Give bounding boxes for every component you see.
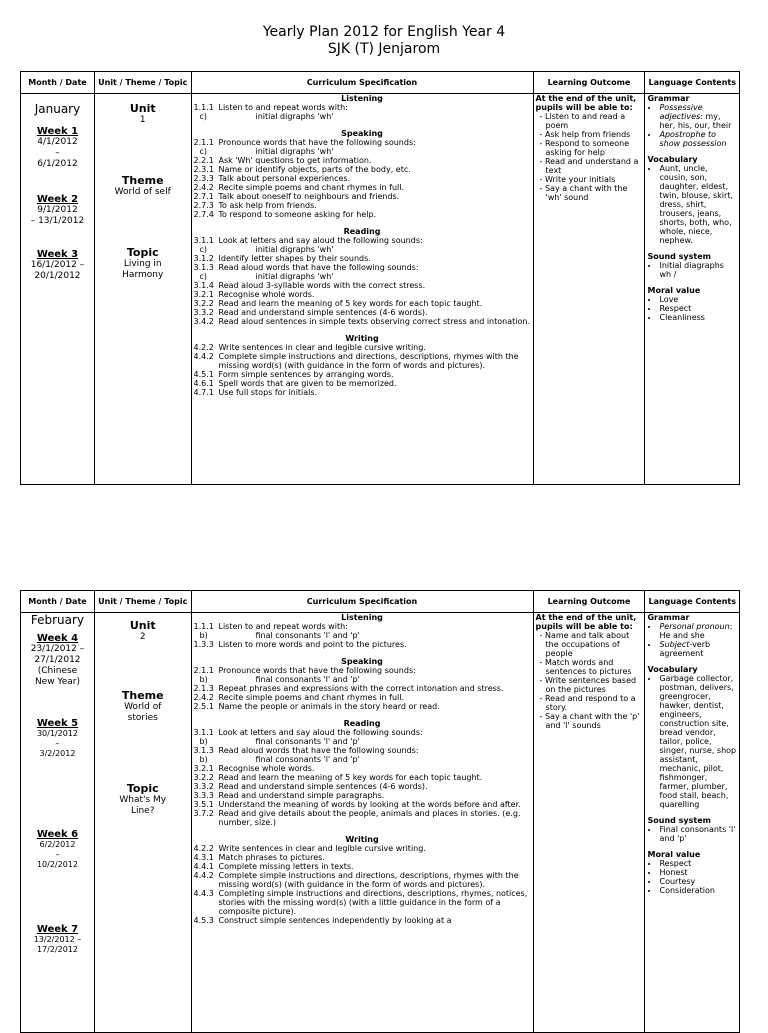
spec-subline <box>194 245 531 254</box>
spec-line <box>194 746 531 755</box>
spec-code: 3.2.1 <box>193 764 214 773</box>
spec-line <box>194 290 531 299</box>
sound-system-list <box>647 261 737 279</box>
column-header: Language Contents <box>645 72 740 94</box>
spec-code: 2.7.3 <box>193 201 214 210</box>
unit-label: Unit <box>129 619 156 632</box>
spec-line <box>194 156 531 165</box>
week-label: Week 7 <box>36 924 79 935</box>
column-header: Month / Date <box>21 72 95 94</box>
month-name: January <box>34 102 81 116</box>
vocabulary-item: • Aunt, uncle, cousin, son, daughter, eldest, twin, blouse, skirt, dress, shirt, trousers, jeans, shorts, both, who, whole, niece, nephew. <box>659 164 737 245</box>
gap <box>647 245 737 252</box>
week-block <box>23 718 92 759</box>
topic-label: Topic <box>126 246 159 259</box>
spec-code: 3.3.3 <box>193 791 214 800</box>
spec-text: Pronounce words that have the following sounds: <box>218 666 416 675</box>
outcome-item: - Read and understand a text <box>539 157 639 175</box>
spec-code: 3.1.3 <box>193 263 214 272</box>
sound-system-heading: Sound system <box>647 816 711 825</box>
spec-text: Read aloud sentences in simple texts observing correct stress and intonation. <box>218 317 530 326</box>
spec-text: To ask help from friends. <box>218 201 317 210</box>
gap <box>647 148 737 155</box>
unit-theme-topic-cell <box>94 613 191 1033</box>
spec-code: 4.6.1 <box>193 379 214 388</box>
section-gap <box>194 711 531 719</box>
grammar-detail: : He and she <box>659 622 733 640</box>
spec-code: 4.3.1 <box>193 853 214 862</box>
week-dates: 23/1/2012 – 27/1/2012 (Chinese New Year) <box>30 644 85 687</box>
week-dates: 4/1/2012 – 6/1/2012 <box>37 137 78 169</box>
grammar-list <box>647 622 737 658</box>
spec-text: initial digraphs 'wh' <box>255 147 334 156</box>
skill-heading: Listening <box>341 94 383 103</box>
spec-text: Recognise whole words. <box>218 290 315 299</box>
vocabulary-heading: Vocabulary <box>647 665 698 674</box>
outcome-item: - Listen to and read a poem <box>539 112 626 130</box>
spec-line <box>194 889 531 916</box>
spec-code: 3.2.1 <box>193 290 214 299</box>
unit-1-table <box>20 71 740 485</box>
spec-subline <box>194 631 531 640</box>
spec-line <box>194 174 531 183</box>
spec-text: Pronounce words that have the following sounds: <box>218 138 416 147</box>
spec-line <box>194 693 531 702</box>
column-header: Month / Date <box>21 591 95 613</box>
spec-code: 4.4.2 <box>193 352 214 361</box>
vocabulary-list <box>647 674 737 809</box>
month-date-cell <box>21 613 95 1033</box>
spec-sub-letter: c) <box>199 245 208 254</box>
skill-heading: Writing <box>345 334 379 343</box>
week-dates: 16/1/2012 – 20/1/2012 <box>30 260 85 281</box>
week-block <box>23 633 92 688</box>
moral-value-item: • Love <box>659 295 737 304</box>
spec-line <box>194 379 531 388</box>
spec-sub-letter: b) <box>199 631 208 640</box>
spec-subline <box>194 112 531 121</box>
spec-sub-letter: c) <box>199 147 208 156</box>
column-header: Unit / Theme / Topic <box>94 72 191 94</box>
outcome-lead: At the end of the unit, pupils will be able to: <box>535 613 637 631</box>
week-block <box>23 829 92 870</box>
spec-line <box>194 640 531 649</box>
spec-line <box>194 138 531 147</box>
spec-text: Complete simple instructions and directions, descriptions, rhymes with the missing word(s) (with guidance in the form of words and pictures). <box>218 352 519 370</box>
spec-text: Form simple sentences by arranging words. <box>218 370 394 379</box>
skill-heading: Reading <box>343 227 381 236</box>
spec-code: 2.3.1 <box>193 165 214 174</box>
spec-line <box>194 165 531 174</box>
spec-text: Read aloud 3-syllable words with the correct stress. <box>218 281 426 290</box>
moral-value-heading: Moral value <box>647 850 701 859</box>
moral-value-heading: Moral value <box>647 286 701 295</box>
moral-value-item: • Consideration <box>659 886 737 895</box>
gap <box>647 658 737 665</box>
grammar-term: Possessive adjectives: <box>659 103 703 121</box>
week-block <box>23 126 92 170</box>
spec-line <box>194 263 531 272</box>
column-header: Unit / Theme / Topic <box>94 591 191 613</box>
spec-code: 2.5.1 <box>193 702 214 711</box>
grammar-term: Personal pronoun <box>659 622 730 631</box>
language-contents-cell <box>645 613 740 1033</box>
spec-code: 3.3.2 <box>193 782 214 791</box>
spec-text: Use full stops for initials. <box>218 388 318 397</box>
spec-line <box>194 236 531 245</box>
outcome-item: - Ask help from friends <box>539 130 631 139</box>
spec-line <box>194 622 531 631</box>
section-gap <box>194 219 531 227</box>
spec-text: Repeat phrases and expressions with the correct intonation and stress. <box>218 684 504 693</box>
sound-system-list <box>647 825 737 843</box>
spec-text: Read aloud words that have the following sounds: <box>218 263 419 272</box>
moral-value-list <box>647 859 737 895</box>
spec-code: 3.1.1 <box>193 728 214 737</box>
spec-code: 1.3.3 <box>193 640 214 649</box>
spec-line <box>194 800 531 809</box>
spec-line <box>194 809 531 827</box>
curriculum-cell <box>191 94 533 485</box>
spec-line <box>194 871 531 889</box>
spec-code: 3.3.2 <box>193 308 214 317</box>
spec-text: Read and understand simple sentences (4-6 words). <box>218 308 428 317</box>
spec-text: Write sentences in clear and legible cursive writing. <box>218 343 426 352</box>
spec-line <box>194 299 531 308</box>
grammar-detail: my, her, his, our, their <box>659 112 732 130</box>
column-header: Curriculum Specification <box>191 591 533 613</box>
spec-subline <box>194 272 531 281</box>
spec-code: 4.5.1 <box>193 370 214 379</box>
spec-text: Ask 'Wh' questions to get information. <box>218 156 372 165</box>
spec-code: 4.4.3 <box>193 889 214 898</box>
spec-line <box>194 103 531 112</box>
spec-code: 3.1.4 <box>193 281 214 290</box>
theme-name: World of stories <box>124 702 162 723</box>
spec-text: final consonants 'l' and 'p' <box>255 737 360 746</box>
spec-text: Name the people or animals in the story heard or read. <box>218 702 440 711</box>
spec-text: Completing simple instructions and directions, descriptions, rhymes, notices, stories with the missing word(s) (with a little guidance in the form of a composite picture). <box>218 889 528 916</box>
theme-label: Theme <box>121 689 164 702</box>
week-label: Week 3 <box>36 249 79 260</box>
spec-text: Read and give details about the people, animals and places in stories. (e.g. number, size.) <box>218 809 521 827</box>
spec-text: final consonants 'l' and 'p' <box>255 675 360 684</box>
spec-code: 4.2.2 <box>193 343 214 352</box>
spec-sub-letter: b) <box>199 737 208 746</box>
skill-heading: Writing <box>345 835 379 844</box>
page-title <box>0 24 768 58</box>
week-dates: 30/1/2012 – 3/2/2012 <box>36 729 78 758</box>
spec-text: Complete missing letters in texts. <box>218 862 354 871</box>
spec-line <box>194 343 531 352</box>
spec-line <box>194 791 531 800</box>
spec-text: Spell words that are given to be memorized. <box>218 379 397 388</box>
outcome-lead: At the end of the unit, pupils will be able to: <box>535 94 637 112</box>
spec-line <box>194 388 531 397</box>
week-dates: 13/2/2012 – 17/2/2012 <box>33 935 82 954</box>
plan-row <box>21 94 740 485</box>
week-label: Week 6 <box>36 829 79 840</box>
spec-sub-letter: b) <box>199 755 208 764</box>
spec-line <box>194 192 531 201</box>
spec-code: 2.1.1 <box>193 666 214 675</box>
spec-text: Look at letters and say aloud the following sounds: <box>218 236 423 245</box>
grammar-heading: Grammar <box>647 94 690 103</box>
vocabulary-item: • Garbage collector, postman, delivers, greengrocer, hawker, dentist, engineers, construction site, bread vendor, tailor, police, singer, nurse, shop assistant, mechanic, pilot, fishmonger, farmer, plumber, food stall, beach, quarelling <box>659 674 737 809</box>
header-row <box>21 72 740 94</box>
column-header: Curriculum Specification <box>191 72 533 94</box>
spec-code: 1.1.1 <box>193 622 214 631</box>
curriculum-cell <box>191 613 533 1033</box>
unit-number: 2 <box>139 632 146 642</box>
spec-text: initial digraphs 'wh' <box>255 272 334 281</box>
column-header: Learning Outcome <box>533 72 645 94</box>
spec-text: Construct simple sentences independently by looking at a <box>218 916 452 925</box>
spec-code: 2.7.1 <box>193 192 214 201</box>
spec-code: 4.5.3 <box>193 916 214 925</box>
week-dates: 9/1/2012 – 13/1/2012 <box>30 205 85 226</box>
spec-text: Read aloud words that have the following sounds: <box>218 746 419 755</box>
topic-label: Topic <box>126 782 159 795</box>
vocabulary-heading: Vocabulary <box>647 155 698 164</box>
spec-text: Match phrases to pictures. <box>218 853 325 862</box>
sound-system-heading: Sound system <box>647 252 711 261</box>
spec-line <box>194 773 531 782</box>
learning-outcome-cell <box>533 613 645 1033</box>
spec-code: 2.4.2 <box>193 693 214 702</box>
month-name: February <box>30 613 85 627</box>
gap <box>647 809 737 816</box>
spec-code: 3.7.2 <box>193 809 214 818</box>
sound-system-item: • Final consonants 'l' and 'p' <box>659 825 737 843</box>
spec-subline <box>194 755 531 764</box>
skill-heading: Listening <box>341 613 383 622</box>
week-block <box>23 924 92 955</box>
spec-sub-letter: c) <box>199 272 208 281</box>
spec-code: 4.2.2 <box>193 844 214 853</box>
spec-text: Look at letters and say aloud the following sounds: <box>218 728 423 737</box>
grammar-detail: -verb agreement <box>659 640 711 658</box>
spec-text: Talk about oneself to neighbours and friends. <box>218 192 400 201</box>
spec-code: 3.4.2 <box>193 317 214 326</box>
spec-text: Recognise whole words. <box>218 764 315 773</box>
spec-text: Write sentences in clear and legible cursive writing. <box>218 844 426 853</box>
spec-code: 2.1.3 <box>193 684 214 693</box>
week-block <box>23 249 92 282</box>
spec-text: Listen to more words and point to the pictures. <box>218 640 407 649</box>
spec-text: Name or identify objects, parts of the body, etc. <box>218 165 411 174</box>
plan-row <box>21 613 740 1033</box>
spec-text: Read and understand simple paragraphs. <box>218 791 385 800</box>
moral-value-item: • Respect <box>659 304 737 313</box>
outcome-item: - Write your initials <box>539 175 616 184</box>
gap <box>647 279 737 286</box>
week-label: Week 1 <box>36 126 79 137</box>
spec-line <box>194 254 531 263</box>
spec-line <box>194 352 531 370</box>
sound-system-item: • Initial diagraphs wh / <box>659 261 737 279</box>
spec-text: Listen to and repeat words with: <box>218 103 348 112</box>
section-gap <box>194 121 531 129</box>
spec-subline <box>194 737 531 746</box>
week-block <box>23 194 92 227</box>
column-header: Language Contents <box>645 591 740 613</box>
spec-line <box>194 317 531 326</box>
spec-line <box>194 201 531 210</box>
spec-code: 4.4.2 <box>193 871 214 880</box>
spec-text: initial digraphs 'wh' <box>255 245 334 254</box>
topic-name: Living in Harmony <box>122 259 164 280</box>
spec-text: Complete simple instructions and directions, descriptions, rhymes with the missing word(s) (with guidance in the form of words and pictures). <box>218 871 519 889</box>
spec-text: Read and understand simple sentences (4-6 words). <box>218 782 428 791</box>
spec-line <box>194 684 531 693</box>
moral-value-item: • Respect <box>659 859 737 868</box>
spec-line <box>194 370 531 379</box>
moral-value-item: • Honest <box>659 868 737 877</box>
moral-value-item: • Cleanliness <box>659 313 737 322</box>
gap <box>647 843 737 850</box>
spec-line <box>194 844 531 853</box>
spec-code: 2.1.1 <box>193 138 214 147</box>
spec-text: Identify letter shapes by their sounds. <box>218 254 371 263</box>
spec-line <box>194 853 531 862</box>
spec-text: Recite simple poems and chant rhymes in full. <box>218 183 404 192</box>
outcome-item: - Read and respond to a story. <box>539 694 636 712</box>
spec-code: 1.1.1 <box>193 103 214 112</box>
spec-code: 3.1.3 <box>193 746 214 755</box>
month-date-cell <box>21 94 95 485</box>
spec-code: 3.5.1 <box>193 800 214 809</box>
grammar-term: Apostrophe to show possession <box>659 130 727 148</box>
spec-line <box>194 764 531 773</box>
theme-label: Theme <box>121 174 164 187</box>
topic-name: What's My Line? <box>119 795 167 816</box>
school-name: SJK (T) Jenjarom <box>327 41 441 57</box>
spec-line <box>194 782 531 791</box>
grammar-item <box>659 622 737 640</box>
spec-code: 2.4.2 <box>193 183 214 192</box>
spec-line <box>194 916 531 925</box>
spec-line <box>194 728 531 737</box>
unit-2-table <box>20 590 740 1033</box>
section-gap <box>194 326 531 334</box>
grammar-term: Subject <box>659 640 690 649</box>
moral-value-item: • Courtesy <box>659 877 737 886</box>
spec-line <box>194 210 531 219</box>
outcome-item: - Match words and sentences to pictures <box>539 658 632 676</box>
spec-code: 3.2.2 <box>193 299 214 308</box>
week-label: Week 4 <box>36 633 79 644</box>
language-contents-cell <box>645 94 740 485</box>
grammar-list <box>647 103 737 148</box>
plan-title: Yearly Plan 2012 for English Year 4 <box>262 24 506 40</box>
section-gap <box>194 827 531 835</box>
spec-line <box>194 702 531 711</box>
week-label: Week 2 <box>36 194 79 205</box>
unit-number: 1 <box>139 115 146 125</box>
spec-text: Listen to and repeat words with: <box>218 622 348 631</box>
spec-sub-letter: b) <box>199 675 208 684</box>
spec-text: Talk about personal experiences. <box>218 174 351 183</box>
outcome-item: - Say a chant with the 'wh' sound <box>539 184 628 202</box>
outcome-item: - Name and talk about the occupations of people <box>539 631 630 658</box>
skill-heading: Speaking <box>341 657 383 666</box>
spec-line <box>194 666 531 675</box>
outcome-item: - Write sentences based on the pictures <box>539 676 637 694</box>
skill-heading: Speaking <box>341 129 383 138</box>
spec-code: 3.1.1 <box>193 236 214 245</box>
grammar-item <box>659 640 737 658</box>
spec-code: 4.4.1 <box>193 862 214 871</box>
spec-code: 2.3.3 <box>193 174 214 183</box>
skill-heading: Reading <box>343 719 381 728</box>
grammar-heading: Grammar <box>647 613 690 622</box>
spec-text: final consonants 'l' and 'p' <box>255 755 360 764</box>
section-gap <box>194 649 531 657</box>
unit-theme-topic-cell <box>94 94 191 485</box>
spec-code: 4.7.1 <box>193 388 214 397</box>
theme-name: World of self <box>114 187 171 197</box>
spec-code: 3.2.2 <box>193 773 214 782</box>
outcome-item: - Respond to someone asking for help <box>539 139 630 157</box>
spec-text: Recite simple poems and chant rhymes in full. <box>218 693 404 702</box>
moral-value-list <box>647 295 737 322</box>
grammar-item <box>659 130 737 148</box>
spec-code: 3.1.2 <box>193 254 214 263</box>
spec-sub-letter: c) <box>199 112 208 121</box>
spec-text: To respond to someone asking for help. <box>218 210 377 219</box>
spec-line <box>194 281 531 290</box>
vocabulary-list <box>647 164 737 245</box>
spec-line <box>194 862 531 871</box>
spec-text: Read and learn the meaning of 5 key words for each topic taught. <box>218 773 483 782</box>
spec-text: Read and learn the meaning of 5 key words for each topic taught. <box>218 299 483 308</box>
spec-text: initial digraphs 'wh' <box>255 112 334 121</box>
spec-line <box>194 308 531 317</box>
learning-outcome-cell <box>533 94 645 485</box>
spec-text: final consonants 'l' and 'p' <box>255 631 360 640</box>
grammar-item <box>659 103 737 130</box>
outcome-item: - Say a chant with the 'p' and 'l' sounds <box>539 712 640 730</box>
spec-code: 2.2.1 <box>193 156 214 165</box>
week-label: Week 5 <box>36 718 79 729</box>
spec-subline <box>194 147 531 156</box>
header-row <box>21 591 740 613</box>
spec-subline <box>194 675 531 684</box>
spec-line <box>194 183 531 192</box>
spec-code: 2.7.4 <box>193 210 214 219</box>
spec-text: Understand the meaning of words by looking at the words before and after. <box>218 800 521 809</box>
column-header: Learning Outcome <box>533 591 645 613</box>
unit-label: Unit <box>129 102 156 115</box>
week-dates: 6/2/2012 – 10/2/2012 <box>36 840 78 869</box>
